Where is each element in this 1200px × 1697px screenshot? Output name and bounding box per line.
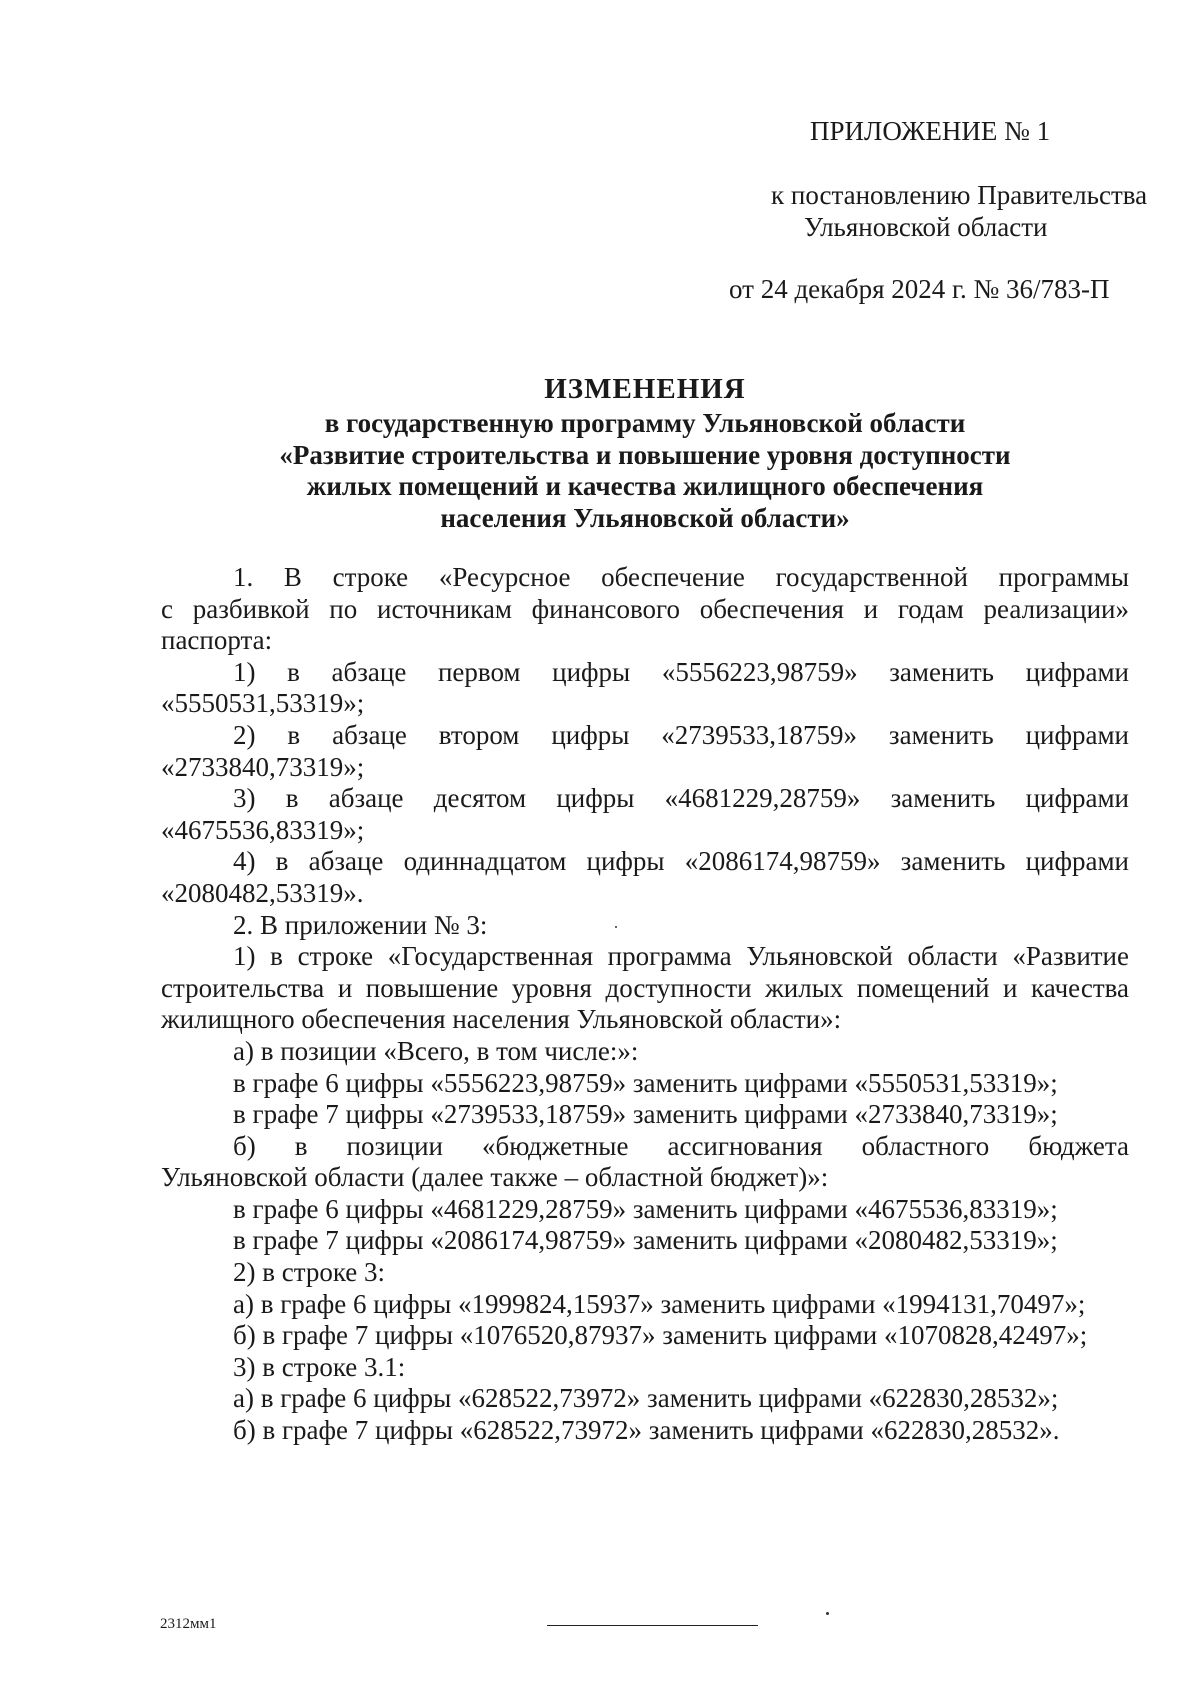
end-separator-line [547,1625,758,1626]
paragraph-line: а) в графе 6 цифры «628522,73972» заменить цифрами «622830,28532»; [233,1383,1059,1414]
appendix-label: ПРИЛОЖЕНИЕ № 1 [810,116,1051,146]
paragraph-line: 1) в абзаце первом цифры «5556223,98759» заменить цифрами [233,656,1129,687]
paragraph-line: 1. В строке «Ресурсное обеспечение государственной программы [233,562,1129,592]
paragraph-line: строительства и повышение уровня доступности жилых помещений и качества [161,972,1129,1003]
paragraph-line: 2. В приложении № 3: [233,909,488,940]
scan-speck [826,1612,829,1615]
title-line: в государственную программу Ульяновской области [324,408,966,438]
paragraph-line: жилищного обеспечения населения Ульяновской области»: [161,1004,842,1035]
paragraph-line: в графе 7 цифры «2086174,98759» заменить цифрами «2080482,53319»; [233,1225,1058,1256]
title-line: жилых помещений и качества жилищного обеспечения [306,471,984,501]
paragraph-line: 2) в абзаце втором цифры «2739533,18759» заменить цифрами [233,719,1129,750]
paragraph-line: Ульяновской области (далее также – областной бюджет)»: [161,1162,829,1193]
paragraph-line: 1) в строке «Государственная программа Ульяновской области «Развитие [233,941,1129,972]
paragraph-line: б) в графе 7 цифры «1076520,87937» заменить цифрами «1070828,42497»; [233,1320,1088,1351]
paragraph-line: б) в графе 7 цифры «628522,73972» заменить цифрами «622830,28532». [233,1415,1060,1446]
decree-ref-line2: Ульяновской области [804,212,1048,242]
document-code: 2312мм1 [160,1616,217,1632]
paragraph-line: а) в графе 6 цифры «1999824,15937» заменить цифрами «1994131,70497»; [233,1288,1086,1319]
paragraph-line: б) в позиции «бюджетные ассигнования областного бюджета [233,1130,1129,1161]
paragraph-line: паспорта: [161,625,273,656]
paragraph-line: 2) в строке 3: [233,1257,386,1288]
paragraph-line: «2733840,73319»; [161,751,365,782]
title-line: населения Ульяновской области» [440,502,850,533]
title-main: ИЗМЕНЕНИЯ [544,373,746,405]
document-title [160,370,1130,534]
paragraph-line: 3) в строке 3.1: [233,1351,406,1382]
decree-date-number: от 24 декабря 2024 г. № 36/783-П [729,274,1110,304]
paragraph-line: в графе 7 цифры «2739533,18759» заменить цифрами «2733840,73319»; [233,1099,1058,1130]
paragraph-line: в графе 6 цифры «4681229,28759» заменить цифрами «4675536,83319»; [233,1193,1058,1224]
decree-ref-line1: к постановлению Правительства [771,180,1148,210]
paragraph-line: «5550531,53319»; [161,688,365,719]
scan-speck [615,926,617,928]
paragraph-line: «2080482,53319». [161,877,364,908]
document-body [161,562,1129,1447]
paragraph-line: а) в позиции «Всего, в том числе:»: [233,1035,639,1066]
paragraph-line: «4675536,83319»; [161,814,365,845]
paragraph-line: с разбивкой по источникам финансового обеспечения и годам реализации» [161,593,1129,624]
paragraph-line: в графе 6 цифры «5556223,98759» заменить цифрами «5550531,53319»; [233,1067,1058,1098]
title-line: «Развитие строительства и повышение уровня доступности [279,439,1011,470]
paragraph-line: 3) в абзаце десятом цифры «4681229,28759» заменить цифрами [233,783,1129,814]
paragraph-line: 4) в абзаце одиннадцатом цифры «2086174,98759» заменить цифрами [233,846,1129,877]
